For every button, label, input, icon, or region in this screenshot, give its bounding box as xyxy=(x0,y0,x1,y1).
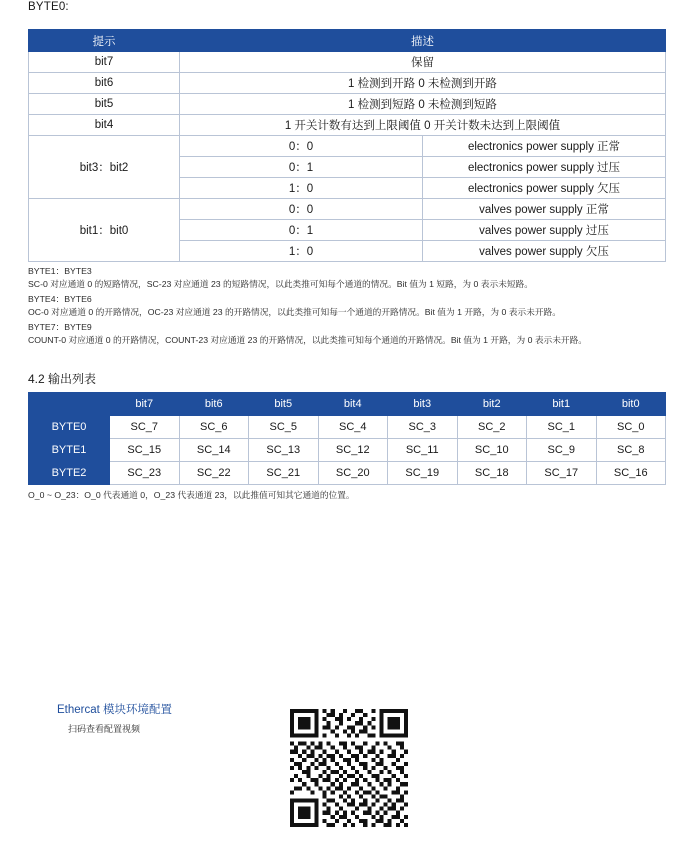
cell: SC_23 xyxy=(110,462,180,485)
table-row xyxy=(29,115,666,136)
cell: SC_1 xyxy=(527,416,597,439)
cell: SC_3 xyxy=(388,416,458,439)
bit-label: bit7 xyxy=(29,52,180,73)
cell: SC_20 xyxy=(318,462,388,485)
byte0-bit-table xyxy=(28,29,666,262)
note-block xyxy=(28,265,668,291)
table-row xyxy=(29,439,666,462)
note-block xyxy=(28,321,668,347)
header-hint: 提示 xyxy=(29,30,180,52)
cell: SC_15 xyxy=(110,439,180,462)
row-label: BYTE1 xyxy=(29,439,110,462)
row-label: BYTE2 xyxy=(29,462,110,485)
row-label: BYTE0 xyxy=(29,416,110,439)
header-bit4: bit4 xyxy=(318,393,388,416)
cell: SC_7 xyxy=(110,416,180,439)
byte0-label: BYTE0: xyxy=(28,1,69,13)
cell: SC_19 xyxy=(388,462,458,485)
cell: SC_9 xyxy=(527,439,597,462)
note-body: OC-0 对应通道 0 的开路情况，OC-23 对应通道 23 的开路情况，以此类推可知每一个通道的开路情况。Bit 值为 1 开路，为 0 表示未开路。 xyxy=(28,307,561,318)
table-row xyxy=(29,94,666,115)
header-corner xyxy=(29,393,110,416)
cell: SC_22 xyxy=(179,462,249,485)
cell: SC_13 xyxy=(249,439,319,462)
bit-desc: 1 检测到开路 0 未检测到开路 xyxy=(180,73,666,94)
cell: SC_16 xyxy=(596,462,666,485)
header-bit7: bit7 xyxy=(110,393,180,416)
output-list-table xyxy=(28,392,666,485)
bit-desc: electronics power supply 欠压 xyxy=(423,178,666,199)
bit-desc: valves power supply 欠压 xyxy=(423,241,666,262)
bit-value: 0：1 xyxy=(180,157,423,178)
header-description: 描述 xyxy=(180,30,666,52)
bit-value: 1：0 xyxy=(180,178,423,199)
bit-desc: valves power supply 过压 xyxy=(423,220,666,241)
note-title: BYTE4：BYTE6 xyxy=(28,294,92,304)
cell: SC_14 xyxy=(179,439,249,462)
table-row xyxy=(29,199,666,220)
table-row xyxy=(29,52,666,73)
table-row xyxy=(29,136,666,157)
bit-label: bit5 xyxy=(29,94,180,115)
table-header-row xyxy=(29,30,666,52)
note-body: COUNT-0 对应通道 0 的开路情况，COUNT-23 对应通道 23 的开路情况，以此类推可知每个通道的开路情况。Bit 值为 1 开路，为 0 表示未开路。 xyxy=(28,335,587,346)
header-bit1: bit1 xyxy=(527,393,597,416)
bit-label: bit6 xyxy=(29,73,180,94)
bit-value: 0：0 xyxy=(180,199,423,220)
table-row xyxy=(29,73,666,94)
bit-desc: 保留 xyxy=(180,52,666,73)
section-heading: 4.2 输出列表 xyxy=(28,372,97,386)
output-note: O_0 ~ O_23：O_0 代表通道 0，O_23 代表通道 23，以此推值可知其它通道的位置。 xyxy=(28,490,355,500)
bit-desc: 1 检测到短路 0 未检测到短路 xyxy=(180,94,666,115)
qr-code xyxy=(290,709,408,827)
cell: SC_0 xyxy=(596,416,666,439)
note-body: SC-0 对应通道 0 的短路情况，SC-23 对应通道 23 的短路情况，以此类推可知每个通道的情况。Bit 值为 1 短路，为 0 表示未短路。 xyxy=(28,279,533,290)
bit-label: bit3：bit2 xyxy=(29,136,180,199)
table-row xyxy=(29,416,666,439)
table-header-row xyxy=(29,393,666,416)
bit-label: bit1：bit0 xyxy=(29,199,180,262)
table-row xyxy=(29,462,666,485)
note-block xyxy=(28,293,668,319)
bit-label: bit4 xyxy=(29,115,180,136)
cell: SC_10 xyxy=(457,439,527,462)
header-bit5: bit5 xyxy=(249,393,319,416)
bit-desc: electronics power supply 过压 xyxy=(423,157,666,178)
footer-subtitle: 扫码查看配置视频 xyxy=(68,724,141,734)
header-bit6: bit6 xyxy=(179,393,249,416)
cell: SC_6 xyxy=(179,416,249,439)
qr-code-icon xyxy=(290,709,408,827)
note-title: BYTE1：BYTE3 xyxy=(28,266,92,276)
cell: SC_12 xyxy=(318,439,388,462)
cell: SC_5 xyxy=(249,416,319,439)
bit-value: 0：1 xyxy=(180,220,423,241)
cell: SC_18 xyxy=(457,462,527,485)
note-title: BYTE7：BYTE9 xyxy=(28,322,92,332)
bit-value: 0：0 xyxy=(180,136,423,157)
cell: SC_4 xyxy=(318,416,388,439)
cell: SC_11 xyxy=(388,439,458,462)
footer-title: Ethercat 模块环境配置 xyxy=(57,704,173,716)
cell: SC_21 xyxy=(249,462,319,485)
bit-desc: valves power supply 正常 xyxy=(423,199,666,220)
bit-desc: electronics power supply 正常 xyxy=(423,136,666,157)
cell: SC_8 xyxy=(596,439,666,462)
bit-value: 1：0 xyxy=(180,241,423,262)
bit-desc: 1 开关计数有达到上限阈值 0 开关计数未达到上限阈值 xyxy=(180,115,666,136)
cell: SC_17 xyxy=(527,462,597,485)
header-bit2: bit2 xyxy=(457,393,527,416)
cell: SC_2 xyxy=(457,416,527,439)
header-bit0: bit0 xyxy=(596,393,666,416)
header-bit3: bit3 xyxy=(388,393,458,416)
